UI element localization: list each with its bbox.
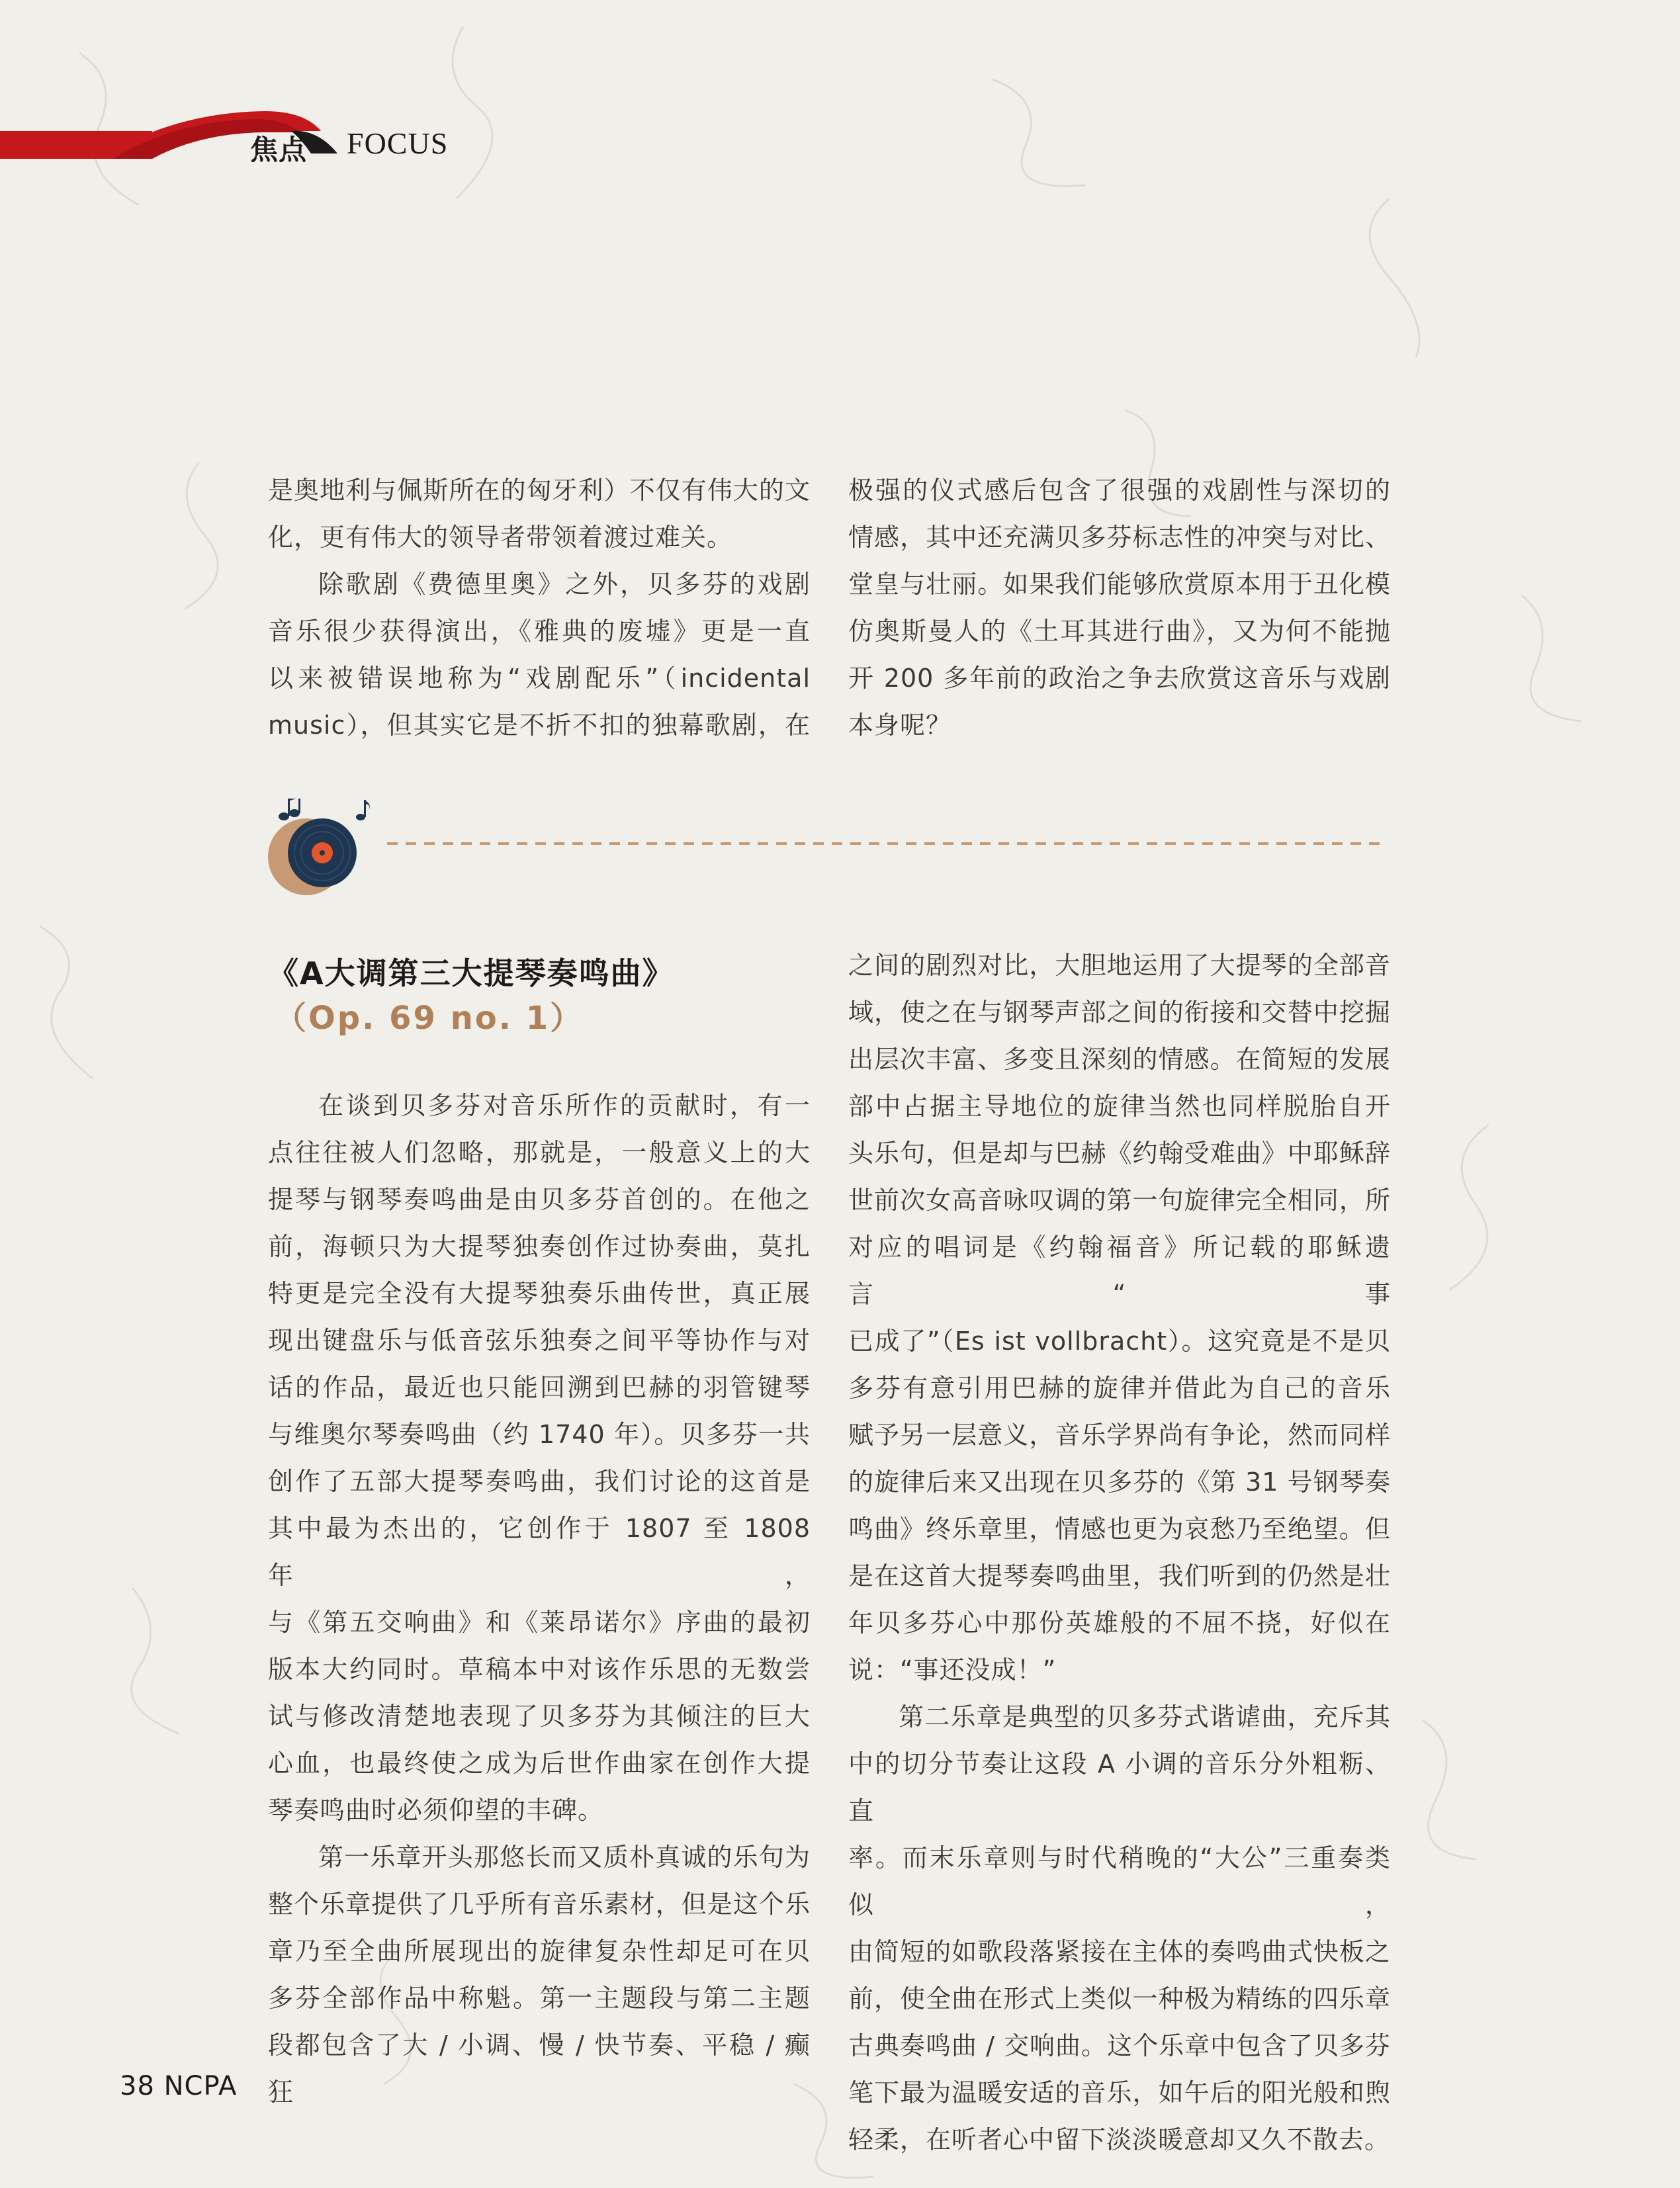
text-line: 的旋律后来又出现在贝多芬的《第 31 号钢琴奏 (848, 1467, 1391, 1497)
text-line: 是奥地利与佩斯所在的匈牙利）不仅有伟大的文 (268, 476, 811, 505)
text-line: 开 200 多年前的政治之争去欣赏这音乐与戏剧 (848, 664, 1391, 693)
text-line: 现出键盘乐与低音弦乐独奏之间平等协作与对 (268, 1326, 811, 1355)
text-line: 段都包含了大 / 小调、慢 / 快节奏、平稳 / 癫狂 (268, 2031, 811, 2107)
text-line: 说：“事还没成！” (848, 1655, 1057, 1685)
text-line: 多芬有意引用巴赫的旋律并借此为自己的音乐 (848, 1374, 1391, 1403)
text-line: 多芬全部作品中称魁。第一主题段与第二主题 (268, 1984, 811, 2013)
text-line: 其中最为杰出的，它创作于 1807 至 1808 年， (268, 1514, 811, 1590)
text-line: 与维奥尔琴奏鸣曲（约 1740 年）。贝多芬一共 (268, 1420, 811, 1449)
opus-number: （Op. 69 no. 1） (275, 1000, 584, 1037)
text-line: 世前次女高音咏叹调的第一句旋律完全相同，所 (848, 1186, 1391, 1215)
text-line: 中的切分节奏让这段 A 小调的音乐分外粗粝、直 (848, 1749, 1391, 1825)
text-line: 年贝多芬心中那份英雄般的不屈不挠，好似在 (848, 1608, 1391, 1638)
text-line: 以来被错误地称为“戏剧配乐”（incidental (268, 664, 811, 693)
text-line: 琴奏鸣曲时必须仰望的丰碑。 (268, 1796, 604, 1825)
text-line: 笔下最为温暖安适的音乐，如午后的阳光般和煦 (848, 2078, 1391, 2107)
section-label-en: FOCUS (347, 126, 449, 160)
text-line: 化，更有伟大的领导者带领着渡过难关。 (268, 523, 733, 552)
text-line: 率。而末乐章则与时代稍晚的“大公”三重奏类似， (848, 1843, 1391, 1919)
text-line: 是在这首大提琴奏鸣曲里，我们听到的仍然是壮 (848, 1561, 1391, 1591)
text-line: 创作了五部大提琴奏鸣曲，我们讨论的这首是 (268, 1467, 811, 1496)
text-line: 之间的剧烈对比，大胆地运用了大提琴的全部音 (848, 951, 1391, 980)
text-line: 音乐很少获得演出，《雅典的废墟》更是一直 (268, 617, 811, 646)
page-footer (120, 2071, 237, 2101)
bottom-left-column (268, 1082, 811, 2116)
text-line: 前，使全曲在形式上类似一种极为精练的四乐章 (848, 1984, 1391, 2013)
text-line: 点往往被人们忽略，那就是，一般意义上的大 (268, 1138, 811, 1167)
text-line: music），但其实它是不折不扣的独幕歌剧，在 (268, 711, 811, 740)
top-left-column (268, 467, 811, 749)
text-line: 心血，也最终使之成为后世作曲家在创作大提 (268, 1749, 811, 1778)
text-line: 域，使之在与钢琴声部之间的衔接和交替中挖掘 (848, 998, 1391, 1027)
text-line: 仿奥斯曼人的《土耳其进行曲》，又为何不能抛 (848, 617, 1391, 646)
text-line: 提琴与钢琴奏鸣曲是由贝多芬首创的。在他之 (268, 1185, 811, 1214)
text-line: 赋予另一层意义，音乐学界尚有争论，然而同样 (848, 1421, 1391, 1450)
text-line: 特更是完全没有大提琴独奏乐曲传世，真正展 (268, 1279, 811, 1308)
page-number: 38 (120, 2071, 155, 2101)
text-line: 出层次丰富、多变且深刻的情感。在简短的发展 (848, 1045, 1391, 1074)
text-line: 除歌剧《费德里奥》之外，贝多芬的戏剧 (318, 570, 811, 599)
section-label-zh: 焦点 (250, 134, 308, 166)
text-line: 对应的唱词是《约翰福音》所记载的耶稣遗言“事 (848, 1233, 1391, 1309)
bottom-right-column (848, 942, 1391, 2164)
piece-title: 《A大调第三大提琴奏鸣曲》 (268, 955, 674, 991)
text-line: 轻柔，在听者心中留下淡淡暖意却又久不散去。 (848, 2125, 1391, 2154)
text-line: 第一乐章开头那悠长而又质朴真诚的乐句为 (318, 1843, 811, 1872)
text-line: 与《第五交响曲》和《莱昂诺尔》序曲的最初 (268, 1608, 811, 1637)
text-line: 部中占据主导地位的旋律当然也同样脱胎自开 (848, 1092, 1391, 1121)
text-line: 话的作品，最近也只能回溯到巴赫的羽管键琴 (268, 1373, 811, 1402)
text-line: 堂皇与壮丽。如果我们能够欣赏原本用于丑化模 (848, 570, 1391, 599)
text-line: 头乐句，但是却与巴赫《约翰受难曲》中耶稣辞 (848, 1139, 1391, 1168)
magazine-name: NCPA (163, 2071, 238, 2101)
text-line: 试与修改清楚地表现了贝多芬为其倾注的巨大 (268, 1702, 811, 1731)
text-line: 章乃至全曲所展现出的旋律复杂性却足可在贝 (268, 1937, 811, 1966)
text-line: 情感，其中还充满贝多芬标志性的冲突与对比、 (848, 523, 1391, 552)
text-line: 鸣曲》终乐章里，情感也更为哀愁乃至绝望。但 (848, 1514, 1391, 1544)
vinyl-record-music-icon (268, 799, 370, 895)
text-line: 已成了”（Es ist vollbracht）。这究竟是不是贝 (848, 1327, 1391, 1356)
section-divider (268, 799, 1393, 904)
text-line: 在谈到贝多芬对音乐所作的贡献时，有一 (318, 1091, 811, 1120)
text-line: 由简短的如歌段落紧接在主体的奏鸣曲式快板之 (848, 1937, 1391, 1966)
text-line: 第二乐章是典型的贝多芬式谐谑曲，充斥其 (899, 1702, 1391, 1731)
text-line: 版本大约同时。草稿本中对该作乐思的无数尝 (268, 1655, 811, 1684)
text-line: 前，海顿只为大提琴独奏创作过协奏曲，莫扎 (268, 1232, 811, 1261)
text-line: 整个乐章提供了几乎所有音乐素材，但是这个乐 (268, 1890, 811, 1919)
top-right-column (848, 467, 1391, 749)
text-line: 古典奏鸣曲 / 交响曲。这个乐章中包含了贝多芬 (848, 2031, 1391, 2060)
text-line: 本身呢？ (848, 711, 952, 740)
text-line: 极强的仪式感后包含了很强的戏剧性与深切的 (848, 476, 1391, 505)
